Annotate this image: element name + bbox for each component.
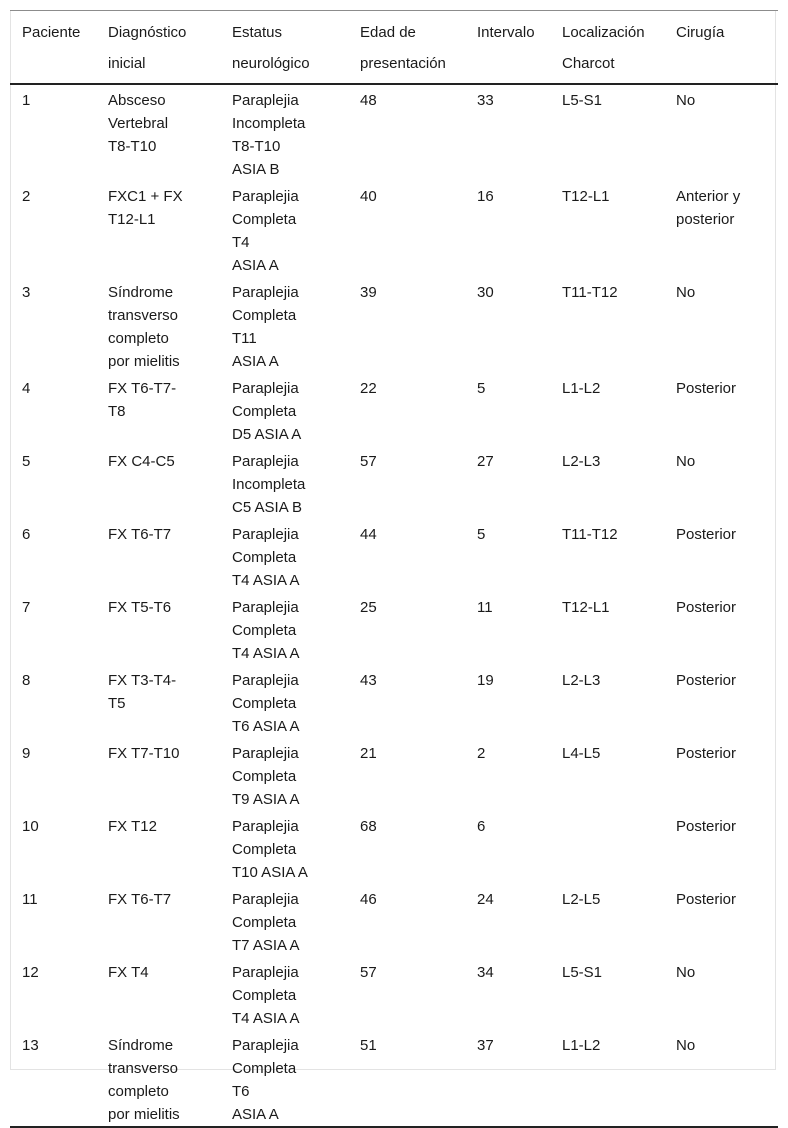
cell-cirugia <box>664 84 778 181</box>
cell-localizacion: T12-L1 <box>562 599 610 616</box>
cell-edad: 22 <box>360 380 377 397</box>
cell-edad: 39 <box>360 284 377 301</box>
cell-edad: 57 <box>360 964 377 981</box>
cell-line: D5 ASIA A <box>232 426 302 443</box>
table-row <box>10 84 778 181</box>
cell-line: T10 ASIA A <box>232 864 308 881</box>
cell-line: Completa <box>232 549 297 566</box>
cell-line: T6 <box>232 1083 250 1100</box>
table-body <box>10 84 778 1127</box>
cell-line: T9 ASIA A <box>232 791 300 808</box>
cell-line: FX T12 <box>108 818 157 835</box>
cell-estatus <box>220 811 348 884</box>
cell-localizacion: L4-L5 <box>562 745 601 762</box>
cell-line: Completa <box>232 768 297 785</box>
cell-diagnostico <box>96 519 220 592</box>
column-header-paciente <box>10 11 96 85</box>
header-line: Charcot <box>562 55 615 72</box>
cell-line: T12-L1 <box>108 211 156 228</box>
cell-line: Posterior <box>676 526 737 543</box>
cell-line: Paraplejia <box>232 745 299 762</box>
cell-diagnostico <box>96 373 220 446</box>
column-header-edad <box>348 11 465 85</box>
cell-localizacion: L2-L5 <box>562 891 601 908</box>
cell-line: FXC1 + FX <box>108 188 183 205</box>
cell-paciente: 6 <box>22 526 31 543</box>
table-header <box>10 11 778 85</box>
cell-edad: 21 <box>360 745 377 762</box>
cell-line: FX T5-T6 <box>108 599 172 616</box>
cell-cirugia <box>664 592 778 665</box>
cell-diagnostico <box>96 84 220 181</box>
cell-paciente: 3 <box>22 284 31 301</box>
cell-line: Paraplejia <box>232 818 299 835</box>
cell-diagnostico <box>96 446 220 519</box>
column-header-localizacion <box>550 11 664 85</box>
cell-line: ASIA A <box>232 257 279 274</box>
cell-line: Paraplejia <box>232 964 299 981</box>
cell-line: T5 <box>108 695 126 712</box>
cell-line: T4 <box>232 234 250 251</box>
cell-line: Paraplejia <box>232 526 299 543</box>
cell-line: Paraplejia <box>232 599 299 616</box>
cell-line: Paraplejia <box>232 284 299 301</box>
cell-estatus <box>220 446 348 519</box>
cell-line: FX T6-T7- <box>108 380 177 397</box>
cell-line: T4 ASIA A <box>232 645 300 662</box>
cell-cirugia <box>664 373 778 446</box>
cell-line: FX T6-T7 <box>108 526 172 543</box>
cell-line: Posterior <box>676 672 737 689</box>
column-header-estatus <box>220 11 348 85</box>
column-header-cirugia <box>664 11 778 85</box>
cell-intervalo: 24 <box>477 891 494 908</box>
header-line: inicial <box>108 55 146 72</box>
cell-line: Paraplejia <box>232 453 299 470</box>
cell-diagnostico <box>96 277 220 373</box>
header-line: Diagnóstico <box>108 24 187 41</box>
cell-intervalo: 5 <box>477 380 486 397</box>
table-row <box>10 738 778 811</box>
cell-estatus <box>220 665 348 738</box>
table-row <box>10 373 778 446</box>
cell-paciente: 2 <box>22 188 31 205</box>
cell-cirugia <box>664 1030 778 1127</box>
cell-edad: 57 <box>360 453 377 470</box>
cell-line: Posterior <box>676 891 737 908</box>
header-line: presentación <box>360 55 446 72</box>
table-row <box>10 665 778 738</box>
cell-line: Completa <box>232 307 297 324</box>
header-line: Paciente <box>22 24 81 41</box>
cell-line: Absceso <box>108 92 166 109</box>
cell-line: T7 ASIA A <box>232 937 300 954</box>
cell-cirugia <box>664 665 778 738</box>
cell-intervalo: 2 <box>477 745 486 762</box>
patients-table <box>10 10 778 1128</box>
cell-estatus <box>220 181 348 277</box>
cell-edad: 46 <box>360 891 377 908</box>
cell-edad: 43 <box>360 672 377 689</box>
cell-line: Síndrome <box>108 1037 174 1054</box>
cell-line: T11 <box>232 330 257 347</box>
cell-intervalo: 33 <box>477 92 494 109</box>
cell-cirugia <box>664 446 778 519</box>
cell-line: No <box>676 453 696 470</box>
table-row <box>10 519 778 592</box>
cell-paciente: 9 <box>22 745 31 762</box>
cell-line: FX T3-T4- <box>108 672 177 689</box>
cell-line: Completa <box>232 987 297 1004</box>
cell-line: ASIA B <box>232 161 280 178</box>
cell-line: No <box>676 92 696 109</box>
header-line: Estatus <box>232 24 283 41</box>
header-row <box>10 11 778 85</box>
cell-line: Posterior <box>676 818 737 835</box>
cell-paciente: 8 <box>22 672 31 689</box>
cell-edad: 25 <box>360 599 377 616</box>
cell-line: Posterior <box>676 745 737 762</box>
table-row <box>10 446 778 519</box>
cell-paciente: 1 <box>22 92 31 109</box>
cell-line: Vertebral <box>108 115 169 132</box>
cell-line: T8-T10 <box>232 138 281 155</box>
cell-intervalo: 27 <box>477 453 494 470</box>
cell-cirugia <box>664 957 778 1030</box>
cell-diagnostico <box>96 1030 220 1127</box>
cell-line: FX T4 <box>108 964 149 981</box>
cell-line: Completa <box>232 403 297 420</box>
cell-localizacion: L1-L2 <box>562 380 601 397</box>
table-row <box>10 1030 778 1127</box>
cell-localizacion: L5-S1 <box>562 964 603 981</box>
cell-diagnostico <box>96 884 220 957</box>
cell-line: No <box>676 284 696 301</box>
cell-paciente: 7 <box>22 599 31 616</box>
cell-localizacion: L2-L3 <box>562 672 601 689</box>
cell-intervalo: 30 <box>477 284 494 301</box>
column-header-intervalo <box>465 11 550 85</box>
cell-localizacion: T11-T12 <box>562 284 618 301</box>
cell-line: C5 ASIA B <box>232 499 303 516</box>
header-line: Intervalo <box>477 24 535 41</box>
table-row <box>10 277 778 373</box>
cell-diagnostico <box>96 738 220 811</box>
cell-line: Completa <box>232 622 297 639</box>
table-row <box>10 811 778 884</box>
cell-line: Paraplejia <box>232 92 299 109</box>
cell-line: Posterior <box>676 380 737 397</box>
cell-estatus <box>220 519 348 592</box>
table-row <box>10 181 778 277</box>
cell-line: posterior <box>676 211 735 228</box>
cell-line: ASIA A <box>232 1106 279 1123</box>
cell-line: Completa <box>232 695 297 712</box>
cell-intervalo: 6 <box>477 818 486 835</box>
cell-line: completo <box>108 330 169 347</box>
cell-paciente: 12 <box>22 964 39 981</box>
cell-line: por mielitis <box>108 1106 180 1123</box>
header-line: Cirugía <box>676 24 725 41</box>
header-line: neurológico <box>232 55 310 72</box>
cell-cirugia <box>664 277 778 373</box>
cell-localizacion <box>550 811 664 884</box>
cell-line: FX C4-C5 <box>108 453 175 470</box>
cell-line: completo <box>108 1083 169 1100</box>
column-header-diagnostico <box>96 11 220 85</box>
cell-line: Paraplejia <box>232 1037 299 1054</box>
cell-line: Posterior <box>676 599 737 616</box>
cell-line: No <box>676 964 696 981</box>
cell-line: T6 ASIA A <box>232 718 300 735</box>
cell-edad: 48 <box>360 92 377 109</box>
cell-localizacion: L1-L2 <box>562 1037 601 1054</box>
cell-line: Incompleta <box>232 115 306 132</box>
cell-intervalo: 19 <box>477 672 494 689</box>
cell-intervalo: 5 <box>477 526 486 543</box>
cell-estatus <box>220 592 348 665</box>
cell-line: Incompleta <box>232 476 306 493</box>
cell-line: Paraplejia <box>232 380 299 397</box>
cell-cirugia <box>664 884 778 957</box>
cell-estatus <box>220 738 348 811</box>
cell-paciente: 13 <box>22 1037 39 1054</box>
cell-intervalo: 11 <box>477 599 493 616</box>
cell-diagnostico <box>96 811 220 884</box>
table-row <box>10 957 778 1030</box>
cell-line: T4 ASIA A <box>232 572 300 589</box>
cell-intervalo: 34 <box>477 964 494 981</box>
cell-line: por mielitis <box>108 353 180 370</box>
cell-intervalo: 16 <box>477 188 494 205</box>
cell-paciente: 10 <box>22 818 39 835</box>
cell-diagnostico <box>96 181 220 277</box>
cell-cirugia <box>664 181 778 277</box>
cell-line: Paraplejia <box>232 188 299 205</box>
cell-diagnostico <box>96 592 220 665</box>
cell-localizacion: L2-L3 <box>562 453 601 470</box>
cell-estatus <box>220 84 348 181</box>
cell-estatus <box>220 373 348 446</box>
cell-edad: 40 <box>360 188 377 205</box>
cell-diagnostico <box>96 957 220 1030</box>
cell-line: T8 <box>108 403 126 420</box>
header-line: Localización <box>562 24 645 41</box>
cell-intervalo: 37 <box>477 1037 494 1054</box>
cell-edad: 68 <box>360 818 377 835</box>
cell-line: Síndrome <box>108 284 174 301</box>
cell-line: T4 ASIA A <box>232 1010 300 1027</box>
cell-line: Completa <box>232 1060 297 1077</box>
header-line: Edad de <box>360 24 416 41</box>
cell-line: FX T6-T7 <box>108 891 172 908</box>
cell-paciente: 4 <box>22 380 31 397</box>
table-row <box>10 592 778 665</box>
cell-estatus <box>220 1030 348 1127</box>
cell-cirugia <box>664 738 778 811</box>
cell-line: Paraplejia <box>232 672 299 689</box>
table-row <box>10 884 778 957</box>
cell-edad: 44 <box>360 526 377 543</box>
cell-cirugia <box>664 519 778 592</box>
cell-line: Completa <box>232 841 297 858</box>
cell-estatus <box>220 884 348 957</box>
cell-localizacion: L5-S1 <box>562 92 603 109</box>
cell-line: Completa <box>232 914 297 931</box>
cell-line: Anterior y <box>676 188 741 205</box>
cell-localizacion: T11-T12 <box>562 526 618 543</box>
cell-line: Completa <box>232 211 297 228</box>
cell-line: ASIA A <box>232 353 279 370</box>
cell-estatus <box>220 957 348 1030</box>
cell-line: transverso <box>108 1060 179 1077</box>
cell-paciente: 11 <box>22 891 38 908</box>
cell-line: FX T7-T10 <box>108 745 180 762</box>
cell-line: Paraplejia <box>232 891 299 908</box>
cell-cirugia <box>664 811 778 884</box>
cell-localizacion: T12-L1 <box>562 188 610 205</box>
cell-edad: 51 <box>360 1037 377 1054</box>
cell-line: T8-T10 <box>108 138 157 155</box>
cell-diagnostico <box>96 665 220 738</box>
cell-paciente: 5 <box>22 453 31 470</box>
cell-line: No <box>676 1037 696 1054</box>
cell-estatus <box>220 277 348 373</box>
cell-line: transverso <box>108 307 179 324</box>
